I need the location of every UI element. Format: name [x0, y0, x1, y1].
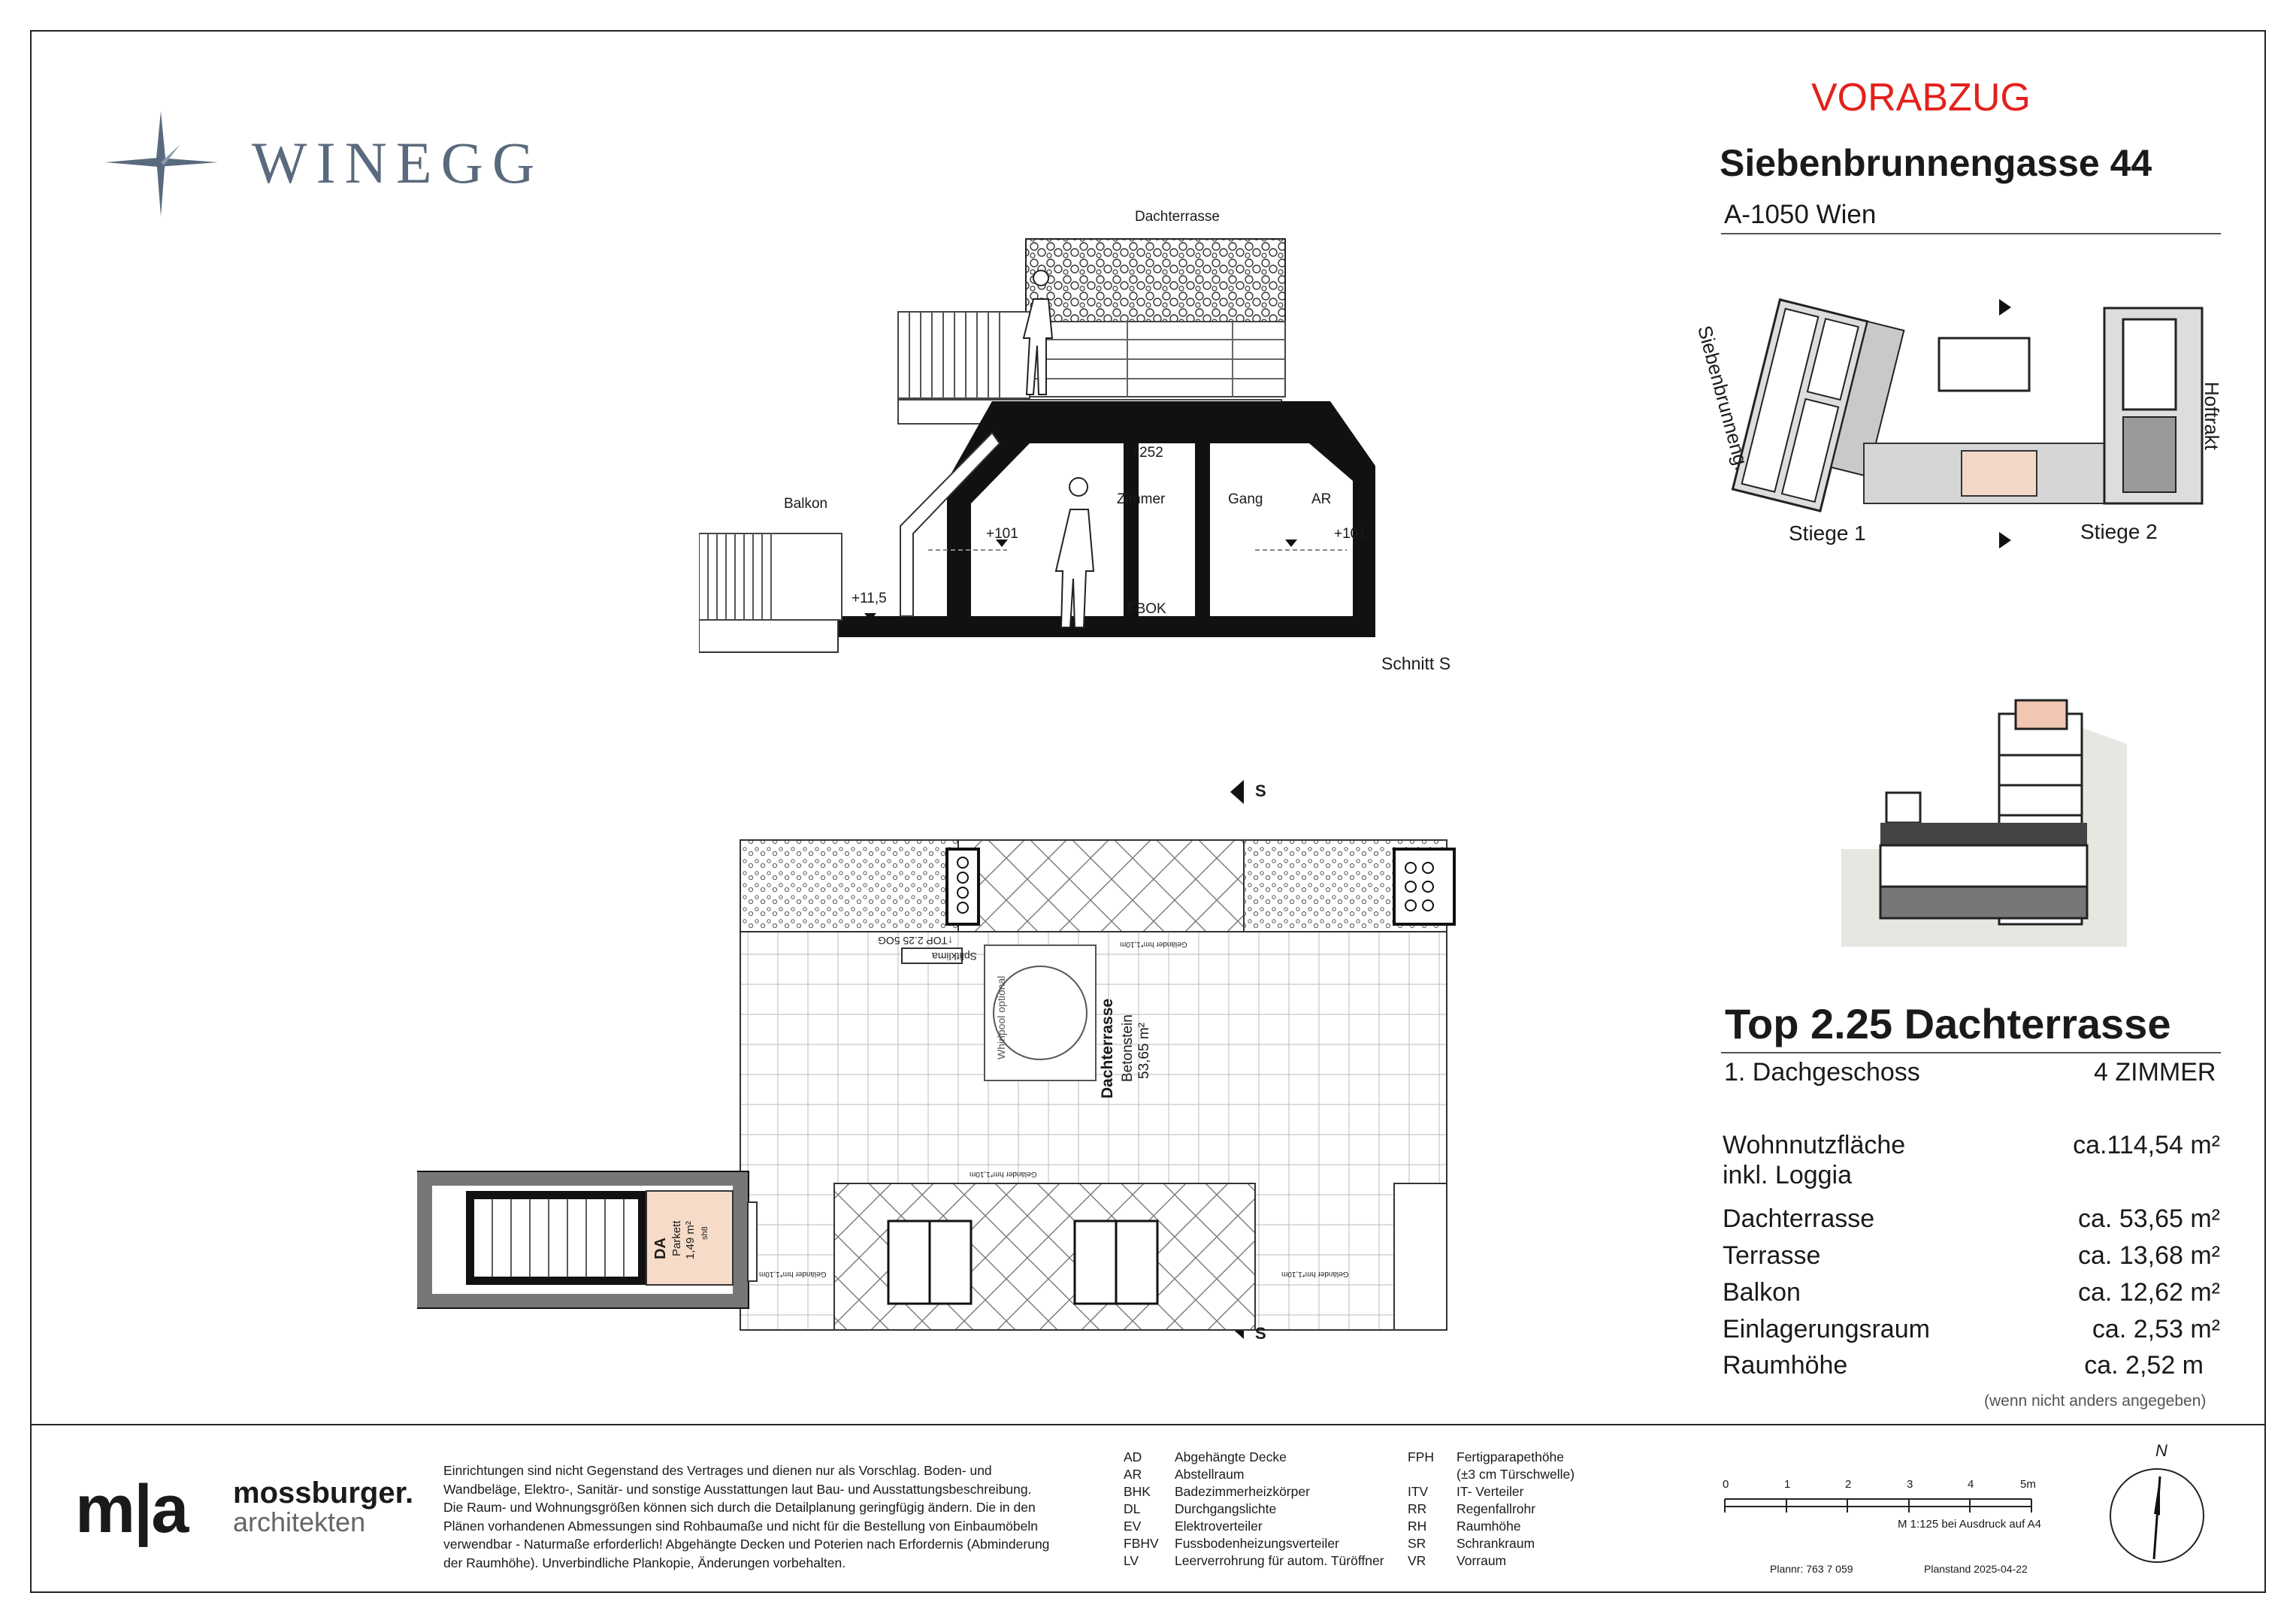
- legend-abbr: [1408, 1467, 1434, 1484]
- legend-abbr: AD: [1124, 1449, 1142, 1464]
- legend-text: Elektroverteiler: [1175, 1519, 1263, 1534]
- section-marker-top: S: [1255, 781, 1266, 800]
- disclaimer-line: Wandbeläge, Elektro-, Sanitär- und sonstige Ausstattungen laut Bau- und Ausstattungsbeschreibung.: [443, 1481, 1032, 1497]
- section-floor-mark: FBOK: [1127, 601, 1166, 617]
- legend-text: Raumhöhe: [1457, 1519, 1521, 1534]
- legend-abbr: FPH: [1408, 1449, 1434, 1464]
- da-floor: Parkett: [670, 1220, 683, 1256]
- section-corridor-label: Gang: [1228, 491, 1263, 507]
- disclaimer-line: Plänen vorhandenen Abmessungen sind Rohbaumaße und nicht für die Bestellung von Einbaumöbeln: [443, 1518, 1038, 1534]
- railing-label-2: Geländer hm*1,10m: [970, 1170, 1037, 1178]
- section-floor-slab: [834, 616, 1375, 637]
- legend-text: (±3 cm Türschwelle): [1457, 1467, 1575, 1482]
- whirlpool-label: Whirlpool optional: [995, 975, 1007, 1059]
- disclaimer: [443, 1461, 1049, 1572]
- building-elevation-thumb: [1834, 699, 2149, 954]
- area-row-loggia: [1723, 1161, 2220, 1195]
- da-extra: sh8: [700, 1226, 709, 1240]
- legend-abbr: RH: [1408, 1519, 1427, 1534]
- area-row-balcony: [1723, 1278, 2220, 1313]
- unit-rooms: 4 ZIMMER: [2094, 1058, 2216, 1087]
- site-plan-stair-1: Stiege 1: [1789, 521, 1866, 545]
- scale-tick: 5m: [2020, 1478, 2036, 1491]
- area-row-storage: [1723, 1315, 2220, 1349]
- area-label: Raumhöhe: [1723, 1351, 1848, 1380]
- area-value: ca.114,54 m²: [2073, 1131, 2220, 1159]
- scale-tick: 2: [1845, 1478, 1852, 1491]
- scale-tick: 1: [1784, 1478, 1791, 1491]
- disclaimer-line: verwendbar - Naturmaße erforderlich! Abgehängte Decken und Poterien nach Erfordernis (Abminderung: [443, 1537, 1050, 1552]
- area-label: Terrasse: [1723, 1241, 1821, 1270]
- legend-text: Schrankraum: [1457, 1536, 1535, 1551]
- legend-abbr: AR: [1124, 1467, 1142, 1482]
- section-level-101-right: +101: [1334, 526, 1366, 542]
- railing-label-3: Geländer hm*1,10m: [1281, 1270, 1349, 1278]
- area-value: ca. 2,52 m: [2084, 1351, 2204, 1380]
- disclaimer-line: der Raumhöhe). Unverbindliche Plankopie, Änderungen vorbehalten.: [443, 1555, 846, 1570]
- railing-label-1: Geländer hm*1,10m: [1120, 940, 1187, 948]
- north-arrow-icon: [2104, 1461, 2210, 1567]
- area-row-roof-terrace: [1723, 1204, 2220, 1239]
- architect-name: mossburger.: [233, 1476, 414, 1510]
- legend-abbr: VR: [1408, 1553, 1426, 1568]
- scale-bar: [1717, 1492, 2040, 1522]
- scale-tick: 4: [1968, 1478, 1974, 1491]
- brand-logo-text: WINEGG: [252, 130, 544, 195]
- section-room-label: Zimmer: [1117, 491, 1166, 507]
- unit-title: Top 2.25 Dachterrasse: [1725, 1000, 2171, 1047]
- footer-divider: [30, 1424, 2266, 1425]
- area-label: Dachterrasse: [1723, 1204, 1875, 1233]
- address-city: A-1050 Wien: [1724, 200, 1877, 229]
- address-street: Siebenbrunnengasse 44: [1720, 142, 2152, 184]
- site-plan-stair-2: Stiege 2: [2080, 520, 2158, 543]
- area-note: (wenn nicht anders angegeben): [1984, 1392, 2207, 1410]
- legend-text: Abgehängte Decke: [1175, 1449, 1287, 1464]
- floor-plan: [417, 774, 1484, 1345]
- unit-divider: [1721, 1052, 2221, 1053]
- area-value: ca. 2,53 m²: [2092, 1315, 2220, 1343]
- terrace-name: Dachterrasse: [1099, 998, 1116, 1099]
- section-roof-terrace-label: Dachterrasse: [1135, 209, 1220, 225]
- draft-label: VORABZUG: [1811, 76, 2031, 119]
- section-caption: Schnitt S: [1381, 654, 1451, 673]
- scale-note: M 1:125 bei Ausdruck auf A4: [1898, 1518, 2041, 1531]
- legend-text: Abstellraum: [1175, 1467, 1245, 1482]
- section-level-101-left: +101: [986, 526, 1018, 542]
- legend-text: IT- Verteiler: [1457, 1484, 1524, 1499]
- section-level-11-5: +11,5: [852, 591, 887, 606]
- terrace-area: 53,65 m²: [1136, 1023, 1152, 1079]
- railing-label-4: Geländer hm*1,10m: [759, 1270, 827, 1278]
- section-level-252: +252: [1131, 445, 1163, 461]
- section-storage-label: AR: [1311, 491, 1332, 507]
- site-plan-courtyard-label: Hoftrakt: [2201, 382, 2223, 451]
- scale-tick: 0: [1723, 1478, 1729, 1491]
- area-row-terrace: [1723, 1241, 2220, 1276]
- legend-right-abbr: [1408, 1449, 1434, 1570]
- legend-text: Badezimmerheizkörper: [1175, 1484, 1310, 1499]
- site-plan-light-well: [1939, 338, 2029, 391]
- architect-mark: m|a: [75, 1472, 188, 1547]
- area-label: Wohnnutzfläche: [1723, 1131, 1906, 1159]
- area-label: inkl. Loggia: [1723, 1161, 1853, 1189]
- legend-left-abbr: [1124, 1449, 1159, 1570]
- top-ref-label: ↑TOP 2.25 5OG: [878, 935, 953, 947]
- site-plan-highlight-unit: [1962, 451, 2037, 496]
- da-area: 1,49 m²: [684, 1221, 697, 1259]
- legend-abbr: SR: [1408, 1536, 1426, 1551]
- area-value: ca. 13,68 m²: [2078, 1241, 2220, 1270]
- plan-number: Plannr: 763 7 059: [1770, 1563, 1853, 1575]
- legend-left-text: [1175, 1449, 1384, 1570]
- legend-abbr: DL: [1124, 1501, 1141, 1516]
- north-label: N: [2155, 1441, 2167, 1460]
- architect-sub: architekten: [233, 1507, 366, 1537]
- header-divider: [1721, 233, 2221, 234]
- area-value: ca. 53,65 m²: [2078, 1204, 2220, 1233]
- site-plan-street-label: Siebenbrunneng.: [1693, 323, 1754, 473]
- legend-text: Durchgangslichte: [1175, 1501, 1277, 1516]
- plan-date: Planstand 2025-04-22: [1924, 1563, 2028, 1575]
- legend-text: Fussbodenheizungsverteiler: [1175, 1536, 1339, 1551]
- section-balcony-label: Balkon: [784, 496, 828, 512]
- area-row-room-height: [1723, 1351, 2220, 1386]
- legend-text: Leerverrohrung für autom. Türöffner: [1175, 1553, 1384, 1568]
- legend-right-text: [1457, 1449, 1575, 1570]
- legend-abbr: BHK: [1124, 1484, 1151, 1499]
- section-planter: [1026, 239, 1285, 322]
- winegg-star-icon: [105, 111, 218, 216]
- legend-abbr: LV: [1124, 1553, 1139, 1568]
- legend-text: Regenfallrohr: [1457, 1501, 1536, 1516]
- split-climate-label: Splitklima: [932, 951, 977, 963]
- scale-tick: 3: [1907, 1478, 1913, 1491]
- section-marker-bottom: S: [1255, 1324, 1266, 1343]
- legend-text: Fertigparapethöhe: [1457, 1449, 1565, 1464]
- legend-abbr: ITV: [1408, 1484, 1429, 1499]
- legend-abbr: RR: [1408, 1501, 1427, 1516]
- legend-abbr: FBHV: [1124, 1536, 1159, 1551]
- disclaimer-line: Die Raum- und Wohnungsgrößen können sich durch die Detailplanung geringfügig ändern. Die in den: [443, 1500, 1036, 1515]
- terrace-material: Betonstein: [1120, 1014, 1136, 1082]
- disclaimer-line: Einrichtungen sind nicht Gegenstand des Vertrages und dienen nur als Vorschlag. Boden- und: [443, 1463, 992, 1478]
- area-label: Einlagerungsraum: [1723, 1315, 1930, 1343]
- legend-abbr: EV: [1124, 1519, 1142, 1534]
- area-value: ca. 12,62 m²: [2078, 1278, 2220, 1307]
- legend-text: Vorraum: [1457, 1553, 1507, 1568]
- section-drawing: [699, 225, 1473, 691]
- da-label: DA: [652, 1238, 669, 1259]
- area-label: Balkon: [1723, 1278, 1801, 1307]
- unit-floor: 1. Dachgeschoss: [1724, 1058, 1920, 1087]
